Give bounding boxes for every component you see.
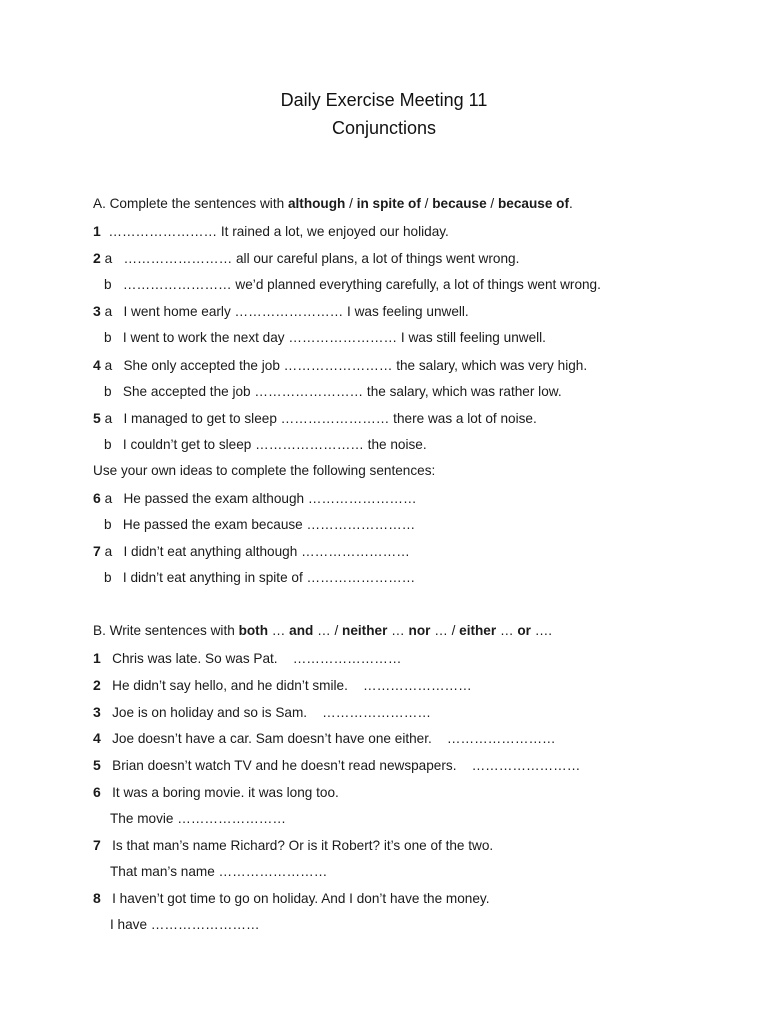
keyword-although: although [287,196,346,211]
question-text: I haven’t got time to go on holiday. And I don’t have the money. [100,891,490,906]
exercise-b-3 [93,702,431,723]
separator: … / [313,623,343,638]
question-text: a I managed to get to sleep …………………… there was a lot of noise. [100,411,537,426]
exercise-a-6b: b He passed the exam because …………………… [104,517,416,532]
exercise-a-3a [93,301,469,322]
question-text: He didn’t say hello, and he didn’t smile. …………………… [100,678,472,693]
question-text: Chris was late. So was Pat. …………………… [100,651,402,666]
exercise-b-6 [93,782,339,803]
exercise-b-2 [93,675,472,696]
exercise-b-8 [93,888,489,909]
question-text: …………………… It rained a lot, we enjoyed our holiday. [100,224,449,239]
exercise-b-8-answer: I have …………………… [110,917,260,932]
question-number: 4 [93,730,101,746]
exercise-a-5b: b I couldn’t get to sleep …………………… the noise. [104,437,427,452]
exercise-b-7-answer: That man’s name …………………… [110,864,328,879]
exercise-a-4a [93,355,587,376]
separator: … / [430,623,460,638]
separator: / [420,196,433,211]
separator: … [496,623,518,638]
keyword-nor: nor [408,623,431,638]
keyword-both: both [238,623,269,638]
question-text: a She only accepted the job …………………… the salary, which was very high. [100,358,588,373]
question-number: 7 [93,837,101,853]
question-number: 5 [93,410,101,426]
exercise-a-1 [93,221,449,242]
question-number: 6 [93,784,101,800]
question-text: Joe doesn’t have a car. Sam doesn’t have one either. …………………… [100,731,556,746]
period: . [569,196,573,211]
question-number: 2 [93,677,101,693]
question-text: It was a boring movie. it was long too. [100,785,339,800]
separator: / [345,196,357,211]
question-number: 6 [93,490,101,506]
question-text: a He passed the exam although …………………… [100,491,417,506]
keyword-because: because [432,196,487,211]
question-text: Is that man’s name Richard? Or is it Robert? it’s one of the two. [100,838,494,853]
question-text: a I went home early …………………… I was feeling unwell. [100,304,469,319]
separator: … [268,623,290,638]
keyword-either: either [459,623,497,638]
exercise-b-6-answer: The movie …………………… [110,811,286,826]
question-number: 3 [93,303,101,319]
exercise-b-4 [93,728,556,749]
question-number: 1 [93,223,101,239]
keyword-neither: neither [342,623,388,638]
document-title: Daily Exercise Meeting 11 [280,90,488,110]
question-number: 2 [93,250,101,266]
exercise-a-2a [93,248,519,269]
question-text: a I didn’t eat anything although …………………… [100,544,410,559]
exercise-a-7b: b I didn’t eat anything in spite of …………………… [104,570,416,585]
keyword-and: and [289,623,314,638]
separator: / [486,196,498,211]
exercise-a-6a [93,488,417,509]
question-text: a …………………… all our careful plans, a lot of things went wrong. [100,251,520,266]
keyword-or: or [517,623,531,638]
exercise-b-5 [93,755,580,776]
ellipsis: …. [530,623,553,638]
exercise-a-2b: b …………………… we’d planned everything carefully, a lot of things went wrong. [104,277,601,292]
instruction-text: B. Write sentences with [93,623,239,638]
keyword-in-spite-of: in spite of [356,196,421,211]
exercise-a-5a [93,408,537,429]
exercise-a-3b: b I went to work the next day …………………… I was still feeling unwell. [104,330,546,345]
question-number: 3 [93,704,101,720]
question-number: 4 [93,357,101,373]
section-a-instructions [93,194,573,214]
keyword-because-of: because of [498,196,570,211]
section-b-instructions [93,621,552,641]
exercise-b-1 [93,648,401,669]
exercise-a-7a [93,541,410,562]
exercise-b-7 [93,835,493,856]
question-number: 7 [93,543,101,559]
question-number: 1 [93,650,101,666]
question-number: 5 [93,757,101,773]
exercise-a-4b: b She accepted the job …………………… the salary, which was rather low. [104,384,562,399]
question-text: Brian doesn’t watch TV and he doesn’t read newspapers. …………………… [100,758,581,773]
separator: … [387,623,409,638]
document-subtitle: Conjunctions [331,118,437,138]
question-text: Joe is on holiday and so is Sam. …………………… [100,705,431,720]
own-ideas-instructions: Use your own ideas to complete the following sentences: [93,463,436,478]
question-number: 8 [93,890,101,906]
instruction-text: A. Complete the sentences with [93,196,288,211]
